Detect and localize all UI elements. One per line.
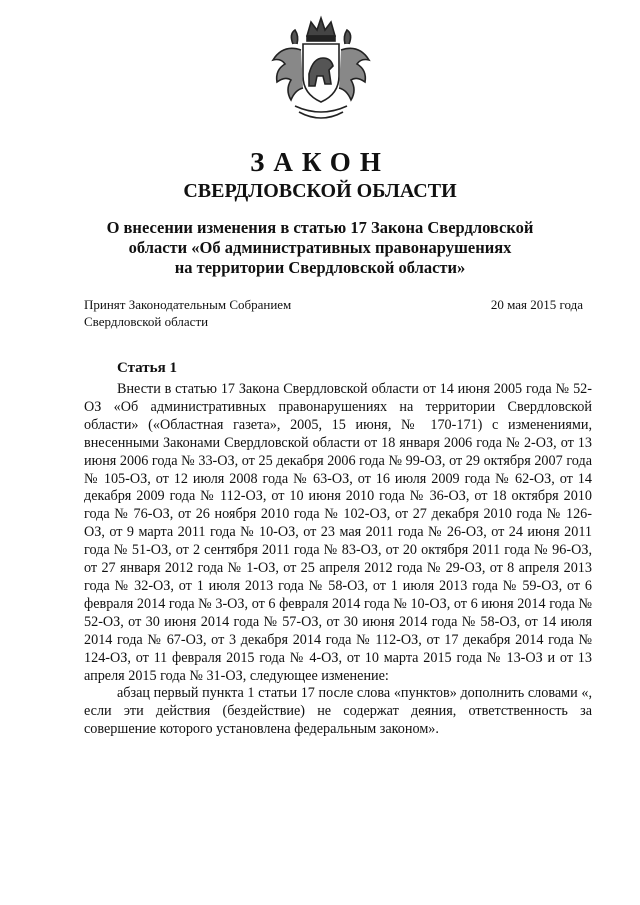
- article-paragraph: Внести в статью 17 Закона Свердловской области от 14 июня 2005 года № 52-ОЗ «Об административных правонарушениях на территории Свердловской области» («Областная газета», 2005, 15 июня, № 170-171) с изменениями, внесенными Законами Свердловской области от 18 января 2006 года № 2-ОЗ, от 13 июня 2006 года № 33-ОЗ, от 25 декабря 2006 года № 99-ОЗ, от 29 октября 2007 года № 105-ОЗ, от 12 июля 2008 года № 63-ОЗ, от 16 июля 2009 года № 62-ОЗ, от 14 декабря 2009 года № 112-ОЗ, от 10 июня 2010 года № 36-ОЗ, от 18 октября 2010 года № 76-ОЗ, от 26 ноября 2010 года № 102-ОЗ, от 27 декабря 2010 года № 126-ОЗ, от 9 марта 2011 года № 10-ОЗ, от 23 мая 2011 года № 26-ОЗ, от 24 июня 2011 года № 51-ОЗ, от 2 сентября 2011 года № 83-ОЗ, от 20 октября 2011 года № 96-ОЗ, от 27 января 2012 года № 1-ОЗ, от 25 апреля 2012 года № 29-ОЗ, от 8 апреля 2013 года № 32-ОЗ, от 1 июля 2013 года № 58-ОЗ, от 1 июля 2013 года № 59-ОЗ, от 6 февраля 2014 года № 3-ОЗ, от 6 февраля 2014 года № 10-ОЗ, от 6 июня 2014 года № 52-ОЗ, от 30 июня 2014 года № 57-ОЗ, от 30 июня 2014 года № 58-ОЗ, от 14 июля 2014 года № 67-ОЗ, от 3 декабря 2014 года № 112-ОЗ, от 17 декабря 2014 года № 124-ОЗ, от 11 февраля 2015 года № 4-ОЗ, от 10 марта 2015 года № 13-ОЗ и от 13 апреля 2015 года № 31-ОЗ, следующее изменение:: [84, 381, 592, 684]
- adoption-date: 20 мая 2015 года: [490, 297, 583, 312]
- law-subject-heading: [95, 218, 545, 278]
- adoption-body-line: Принят Законодательным Собранием: [84, 297, 292, 312]
- subtitle-line: О внесении изменения в статью 17 Закона Свердловской: [106, 218, 534, 237]
- document-region: СВЕРДЛОВСКОЙ ОБЛАСТИ: [183, 180, 457, 202]
- article-body: [84, 381, 592, 739]
- coat-of-arms-emblem: [265, 14, 377, 126]
- article-paragraph: абзац первый пункта 1 статьи 17 после слова «пунктов» дополнить словами «, если эти действия (бездействие) не содержат деяния, ответственность за совершение которого установлена федеральным законом».: [84, 685, 592, 738]
- article-heading: Статья 1: [117, 360, 177, 376]
- adoption-body-line: Свердловской области: [84, 314, 209, 329]
- subtitle-line: области «Об административных правонарушениях: [128, 238, 512, 257]
- document-title: ЗАКОН: [250, 147, 390, 177]
- adoption-body: [84, 296, 291, 330]
- subtitle-line: на территории Свердловской области»: [174, 258, 466, 277]
